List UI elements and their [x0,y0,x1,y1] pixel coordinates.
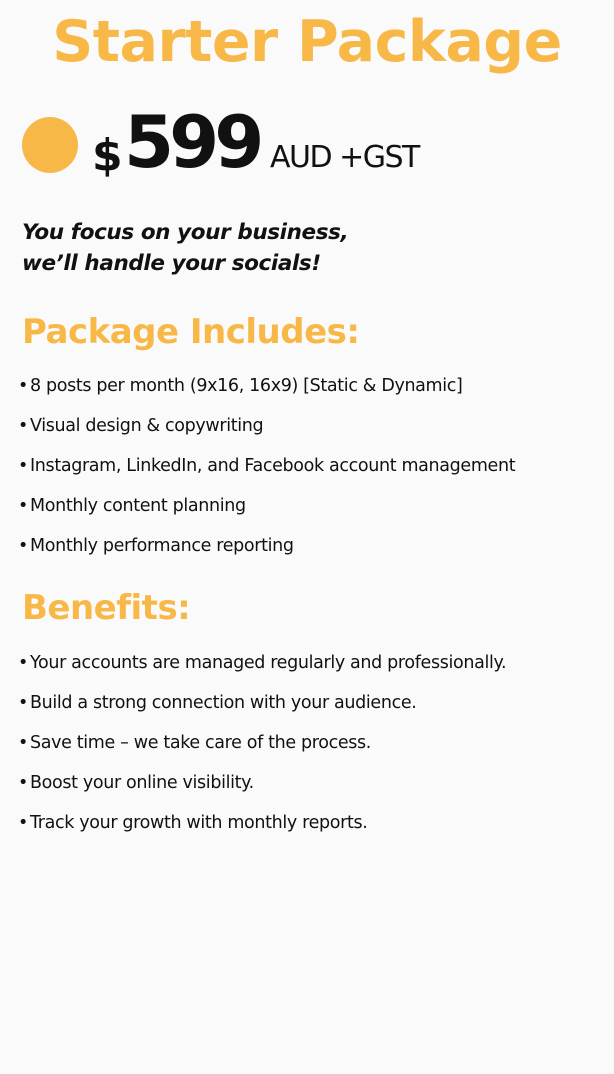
accent-dot-icon [22,117,78,173]
list-item [18,533,612,573]
list-item [18,810,612,850]
benefits-list [18,650,612,850]
benefits-heading: Benefits: [22,588,191,628]
tagline-line-1: You focus on your business, [22,220,349,245]
price-row [22,100,592,184]
list-item-text: 8 posts per month (9x16, 16x9) [Static & Dynamic] [30,376,463,396]
tagline [22,217,582,279]
bullet-icon: • [18,376,28,396]
list-item-text: Instagram, LinkedIn, and Facebook account management [30,456,516,476]
list-item-text: Monthly content planning [30,496,246,516]
price-suffix: AUD +GST [270,140,419,175]
price-currency: $ [92,130,122,181]
list-item-text: Save time – we take care of the process. [30,733,372,753]
list-item [18,730,612,770]
list-item [18,690,612,730]
bullet-icon: • [18,733,28,753]
list-item-text: Boost your online visibility. [30,773,254,793]
package-title: Starter Package [52,9,562,75]
bullet-icon: • [18,456,28,476]
bullet-icon: • [18,693,28,713]
bullet-icon: • [18,416,28,436]
includes-list [18,373,612,573]
list-item [18,373,612,413]
bullet-icon: • [18,773,28,793]
list-item-text: Track your growth with monthly reports. [30,813,368,833]
bullet-icon: • [18,536,28,556]
list-item [18,650,612,690]
includes-heading: Package Includes: [22,312,360,352]
list-item [18,453,612,493]
list-item-text: Your accounts are managed regularly and professionally. [30,653,507,673]
tagline-line-2: we’ll handle your socials! [22,251,321,276]
bullet-icon: • [18,653,28,673]
list-item-text: Monthly performance reporting [30,536,294,556]
list-item-text: Build a strong connection with your audience. [30,693,417,713]
list-item-text: Visual design & copywriting [30,416,264,436]
list-item [18,413,612,453]
list-item [18,493,612,533]
list-item [18,770,612,810]
bullet-icon: • [18,813,28,833]
bullet-icon: • [18,496,28,516]
price-amount: 599 [124,100,260,184]
